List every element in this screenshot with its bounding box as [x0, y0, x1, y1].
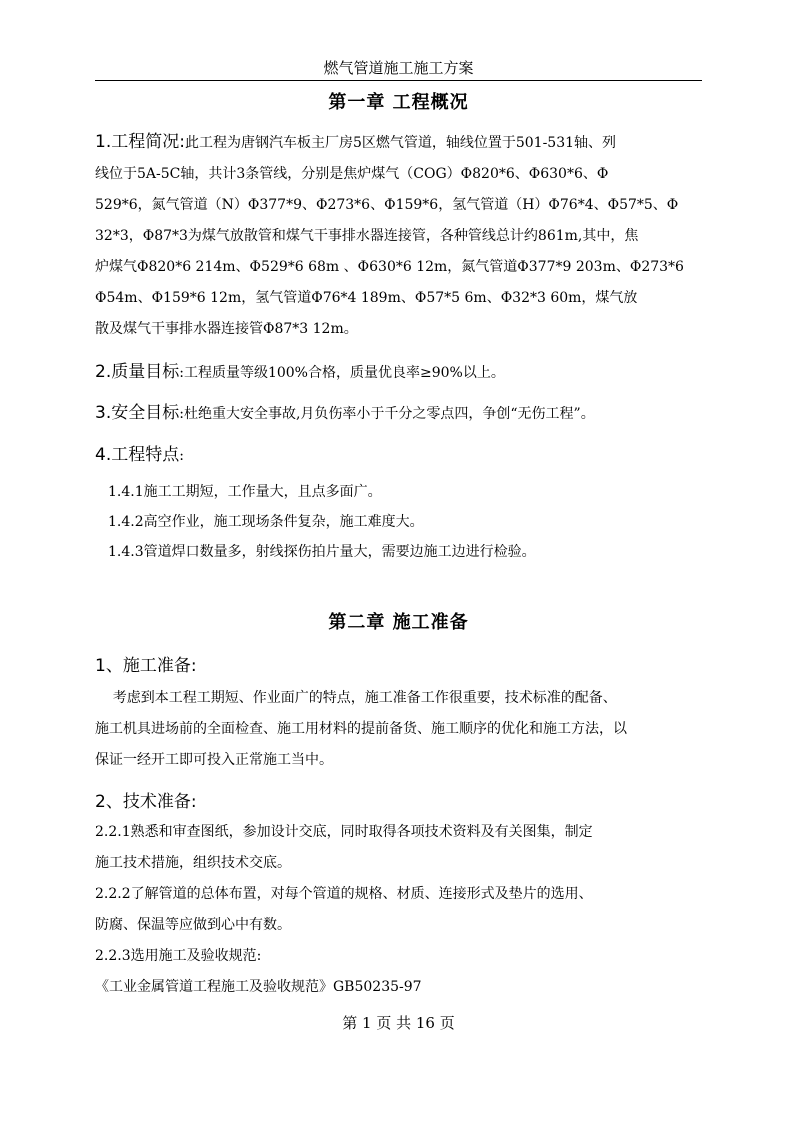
feature-item: 1.4.1施工工期短，工作量大，且点多面广。: [108, 484, 382, 500]
safety-label: 3.安全目标: [95, 403, 180, 423]
features-label: 4.工程特点: [95, 445, 180, 465]
construction-prep-text: 考虑到本工程工期短、作业面广的特点，施工准备工作很重要，技术标准的配备、 施工机具进场前的全面检查、施工用材料的提前备货、施工顺序的优化和施工方法，以 保证一经开工即可投入正常施工当中。: [95, 690, 627, 768]
project-features: 4.工程特点:: [95, 445, 184, 465]
construction-prep-heading: 1、施工准备:: [95, 656, 197, 676]
technical-prep-heading: 2、技术准备:: [95, 792, 197, 812]
quality-label: 2.质量目标: [95, 362, 180, 382]
page-header: 燃气管道施工施工方案: [95, 56, 702, 81]
technical-prep-text: 2.2.1熟悉和审查图纸，参加设计交底，同时取得各项技术资料及有关图集，制定 施工技术措施，组织技术交底。 2.2.2了解管道的总体布置，对每个管道的规格、材质、连接形式及垫片的选用、 防腐、保温等应做到心中有数。 2.2.3选用施工及验收规范: 《工业金属管道工程施工及验收规范》GB50235-97: [95, 824, 593, 995]
feature-item: 1.4.2高空作业，施工现场条件复杂，施工难度大。: [108, 514, 424, 530]
project-overview: 1.工程简况:此工程为唐钢汽车板主厂房5区燃气管道，轴线位置于501-531轴、列 线位于5A-5C轴，共计3条管线，分别是焦炉煤气（COG）Φ820*6、Φ630*6、Φ 529*6，氮气管道（N）Φ377*9、Φ273*6、Φ159*6，氢气管道（H）Φ76*4、Φ57*5、Φ 32*3，Φ87*3为煤气放散管和煤气干事排水器连接管，各种管线总计约861m,其中，焦 炉煤气Φ820*6 214m、Φ529*6 68m 、Φ630*6 12m，氮气管道Φ377*9 203m、Φ273*6 Φ54m、Φ159*6 12m，氢气管道Φ76*4 189m、Φ57*5 6m、Φ32*3 60m，煤气放 散及煤气干事排水器连接管Φ87*3 12m。: [95, 132, 684, 337]
page-footer: 第 1 页 共 16 页: [342, 1014, 455, 1032]
chapter-1-title: 第一章 工程概况: [328, 92, 469, 113]
chapter-2-title: 第二章 施工准备: [328, 612, 469, 633]
quality-goal: 2.质量目标:工程质量等级100%合格，质量优良率≥90%以上。: [95, 362, 505, 382]
safety-goal: 3.安全目标:杜绝重大安全事故,月负伤率小于千分之零点四，争创“无伤工程”。: [95, 403, 595, 423]
overview-label: 1.工程简况:: [95, 132, 185, 152]
feature-item: 1.4.3管道焊口数量多，射线探伤拍片量大，需要边施工边进行检验。: [108, 544, 536, 560]
